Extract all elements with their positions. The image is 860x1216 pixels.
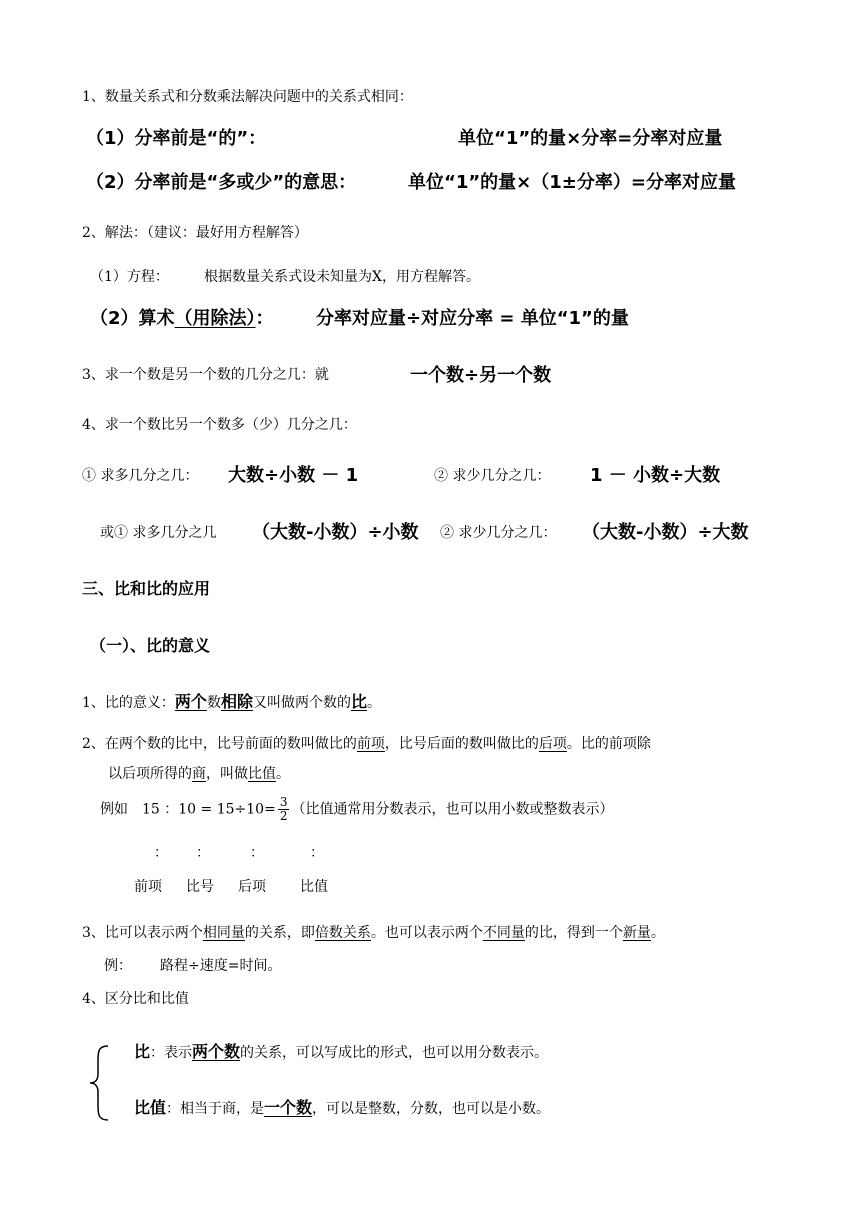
s2-method2-line <box>90 308 274 331</box>
s4-alt-less-label: ② 求少几分之几： <box>440 525 557 541</box>
s4-alt-more-formula: （大数-小数）÷小数 <box>252 522 419 543</box>
example-colon-3: ： <box>250 845 264 861</box>
relation-different: 不同量 <box>482 925 525 941</box>
s2-method2-underlined: （用除法） <box>174 308 256 329</box>
s3-formula: 一个数÷另一个数 <box>410 365 552 386</box>
ratio-meaning-two: 两个 <box>174 692 207 711</box>
distinguish-heading: 4、区分比和比值 <box>82 991 189 1007</box>
subsection-title: （一）、比的意义 <box>90 636 211 655</box>
ratio-def-t1: ：表示 <box>150 1045 193 1061</box>
fraction-denominator: 2 <box>279 809 288 824</box>
example-line <box>100 796 613 823</box>
s2-heading: 2、解法：（建议：最好用方程解答） <box>82 225 308 241</box>
example-label-front: 前项 <box>134 879 162 895</box>
ratio-meaning-line <box>82 692 381 713</box>
example-note: （比值通常用分数表示，也可以用小数或整数表示） <box>291 801 614 818</box>
ratio-terms-a: 2、在两个数的比中，比号前面的数叫做比的 <box>82 736 357 752</box>
relation-example-text: 路程÷速度=时间。 <box>160 958 282 974</box>
example-label-back: 后项 <box>238 879 266 895</box>
s4-more-formula: 大数÷小数 － 1 <box>228 465 359 486</box>
section-title: 三、比和比的应用 <box>82 579 211 598</box>
ratio-terms-e: 。比的前项除 <box>566 736 651 752</box>
s4-less-label: ② 求少几分之几： <box>434 468 551 484</box>
example-colon-4: ： <box>310 845 324 861</box>
s4-alt-less-formula: （大数-小数）÷大数 <box>582 522 749 543</box>
example-colon-2: ： <box>196 845 210 861</box>
ratio-terms-h: ，叫做 <box>206 766 248 782</box>
ratio-def-line <box>134 1042 548 1063</box>
relation-c: 的关系，即 <box>244 925 315 941</box>
relation-multiple: 倍数关系 <box>314 925 371 941</box>
ratio-terms-value: 比值 <box>248 766 276 782</box>
relation-example-label: 例： <box>104 958 132 974</box>
s1-rule1-formula: 单位“1”的量×分率=分率对应量 <box>458 128 723 149</box>
ratio-meaning-number: 数 <box>206 695 221 711</box>
ratio-terms-c: ，比号后面的数叫做比的 <box>384 736 539 752</box>
s1-heading: 1、数量关系式和分数乘法解决问题中的关系式相同： <box>82 89 413 105</box>
s2-method2-prefix: （2）算术 <box>90 308 175 329</box>
relation-same: 相同量 <box>202 925 245 941</box>
relation-new: 新量 <box>622 925 651 941</box>
ratio-def-term: 比 <box>134 1042 151 1061</box>
ratio-terms-j: 。 <box>276 766 290 782</box>
example-label-sign: 比号 <box>186 879 214 895</box>
ratio-terms-back: 后项 <box>538 736 567 752</box>
s2-method1-text: 根据数量关系式设未知量为X，用方程解答。 <box>204 269 480 285</box>
s4-alt-more-label: 或① 求多几分之几 <box>100 525 217 541</box>
s2-method1-label: （1）方程： <box>90 269 169 285</box>
example-colon-1: ： <box>154 845 168 861</box>
example-fraction <box>278 796 290 823</box>
ratio-meaning-ratio: 比 <box>350 692 367 711</box>
s2-method2-colon: ： <box>255 308 274 329</box>
ratio-meaning-pre: 1、比的意义： <box>82 695 175 711</box>
value-def-line <box>134 1098 550 1119</box>
s1-rule2-label: （2）分率前是“多或少”的意思： <box>86 172 357 193</box>
s1-rule2-formula: 单位“1”的量×（1±分率）=分率对应量 <box>408 172 736 193</box>
example-label-value: 比值 <box>300 879 328 895</box>
s1-rule1-label: （1）分率前是“的”： <box>86 128 267 149</box>
ratio-def-two-numbers: 两个数 <box>192 1042 241 1061</box>
ratio-meaning-end: 。 <box>366 695 381 711</box>
ratio-terms-line1 <box>82 736 651 754</box>
ratio-def-t3: 的关系，可以写成比的形式，也可以用分数表示。 <box>240 1045 549 1061</box>
value-def-t3: ，可以是整数，分数，也可以是小数。 <box>312 1101 551 1117</box>
s3-text: 3、求一个数是另一个数的几分之几：就 <box>82 367 329 383</box>
relation-i: 。 <box>650 925 665 941</box>
ratio-terms-quotient: 商 <box>192 766 206 782</box>
relation-e: 。也可以表示两个 <box>370 925 483 941</box>
s4-more-label: ① 求多几分之几： <box>82 468 199 484</box>
relation-a: 3、比可以表示两个 <box>82 925 203 941</box>
ratio-meaning-mid: 又叫做两个数的 <box>252 695 351 711</box>
fraction-numerator: 3 <box>279 795 288 809</box>
left-brace-icon <box>86 1044 112 1122</box>
value-def-one-number: 一个数 <box>264 1098 313 1117</box>
s2-method2-formula: 分率对应量÷对应分率 = 单位“1”的量 <box>316 308 629 329</box>
ratio-relation-line <box>82 925 665 943</box>
s4-heading: 4、求一个数比另一个数多（少）几分之几： <box>82 417 357 433</box>
ratio-terms-front: 前项 <box>356 736 385 752</box>
relation-g: 的比，得到一个 <box>524 925 623 941</box>
value-def-t1: ：相当于商，是 <box>166 1101 265 1117</box>
example-lead: 例如 15 ：10 = 15÷10= <box>100 801 276 818</box>
ratio-terms-line2 <box>108 766 290 784</box>
ratio-meaning-divide: 相除 <box>220 692 253 711</box>
ratio-terms-f: 以后项所得的 <box>108 766 192 782</box>
value-def-term: 比值 <box>134 1098 167 1117</box>
s4-less-formula: 1 － 小数÷大数 <box>590 465 721 486</box>
